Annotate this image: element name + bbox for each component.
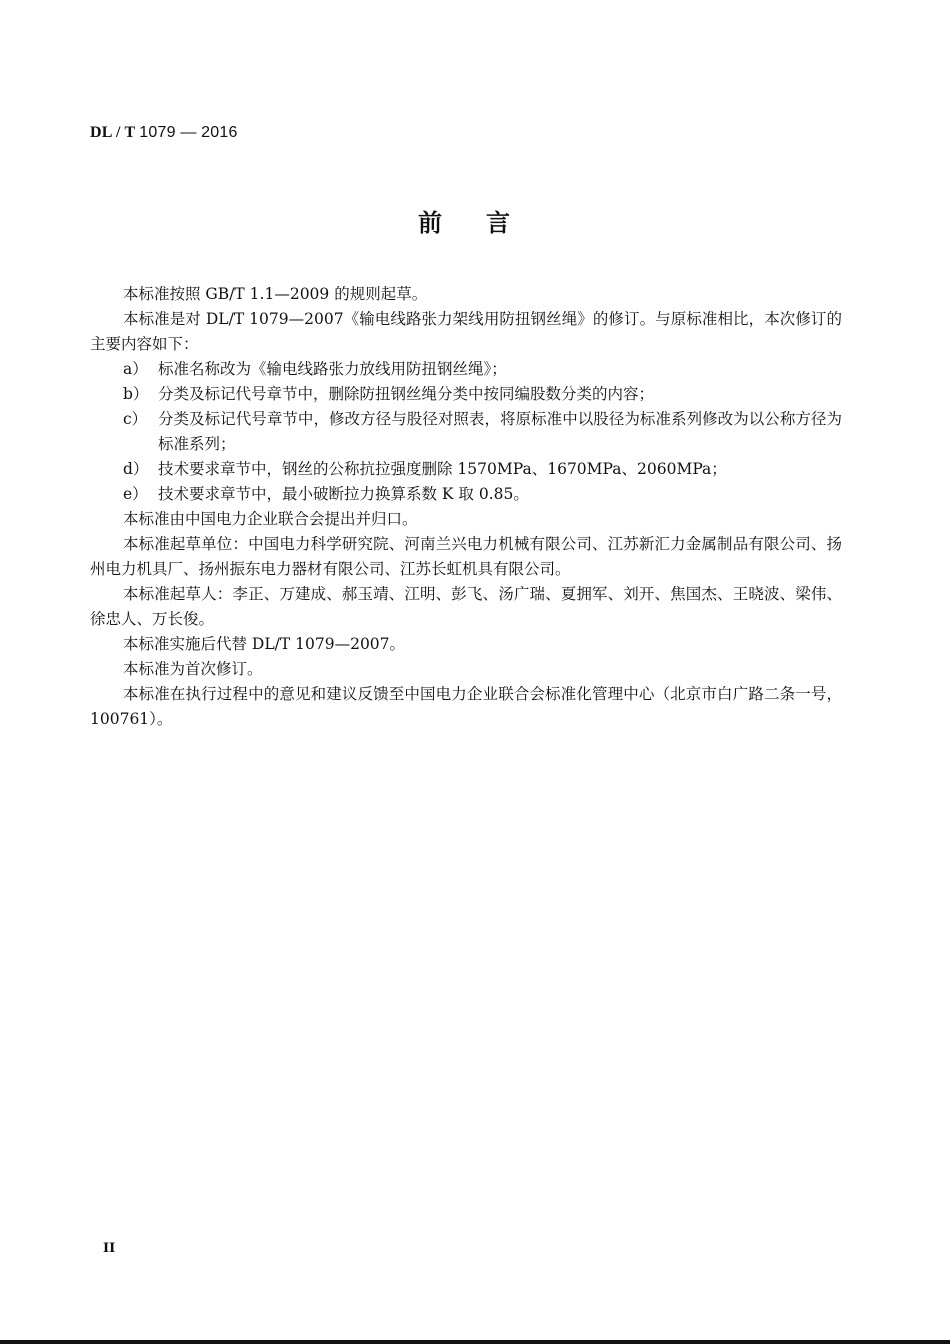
list-item-label: a） — [123, 360, 148, 378]
list-item — [90, 382, 842, 407]
paragraph: 本标准起草单位：中国电力科学研究院、河南兰兴电力机械有限公司、江苏新汇力金属制品有限公司、扬州电力机具厂、扬州振东电力器材有限公司、江苏长虹机具有限公司。 — [90, 535, 842, 578]
list-item — [90, 407, 842, 457]
bottom-divider — [0, 1340, 950, 1344]
paragraph: 本标准是对 DL/T 1079—2007《输电线路张力架线用防扭钢丝绳》的修订。与原标准相比，本次修订的主要内容如下： — [90, 310, 842, 353]
list-item-text: 标准名称改为《输电线路张力放线用防扭钢丝绳》； — [158, 360, 507, 378]
paragraph: 本标准按照 GB/T 1.1—2009 的规则起草。 — [123, 285, 428, 303]
list-item — [90, 457, 842, 482]
list-item-text: 技术要求章节中，最小破断拉力换算系数 K 取 0.85。 — [158, 485, 529, 503]
paragraph: 本标准由中国电力企业联合会提出并归口。 — [123, 510, 418, 528]
standard-code: DL / T — [90, 124, 136, 141]
list-item-label: e） — [123, 485, 148, 503]
standard-number: 1079 — 2016 — [139, 124, 238, 141]
foreword-body — [90, 282, 842, 732]
list-item-text: 分类及标记代号章节中，修改方径与股径对照表，将原标准中以股径为标准系列修改为以公称方径为标准系列； — [158, 410, 842, 453]
list-item-label: d） — [123, 460, 149, 478]
list-item — [90, 357, 842, 382]
page-number: II — [103, 1241, 116, 1256]
paragraph: 本标准起草人：李正、万建成、郝玉靖、江明、彭飞、汤广瑞、夏拥军、刘开、焦国杰、王晓波、梁伟、徐忠人、万长俊。 — [90, 585, 842, 628]
paragraph: 本标准实施后代替 DL/T 1079—2007。 — [123, 635, 406, 653]
list-item-label: c） — [123, 410, 148, 428]
list-item — [90, 482, 842, 507]
list-item-text: 分类及标记代号章节中，删除防扭钢丝绳分类中按同编股数分类的内容； — [158, 385, 655, 403]
list-item-label: b） — [123, 385, 149, 403]
standard-code-header — [90, 124, 238, 142]
page-title: 前言 — [418, 208, 554, 237]
paragraph: 本标准在执行过程中的意见和建议反馈至中国电力企业联合会标准化管理中心（北京市白广路二条一号，100761）。 — [90, 685, 842, 728]
paragraph: 本标准为首次修订。 — [123, 660, 263, 678]
list-item-text: 技术要求章节中，钢丝的公称抗拉强度删除 1570MPa、1670MPa、2060MPa； — [158, 460, 727, 478]
